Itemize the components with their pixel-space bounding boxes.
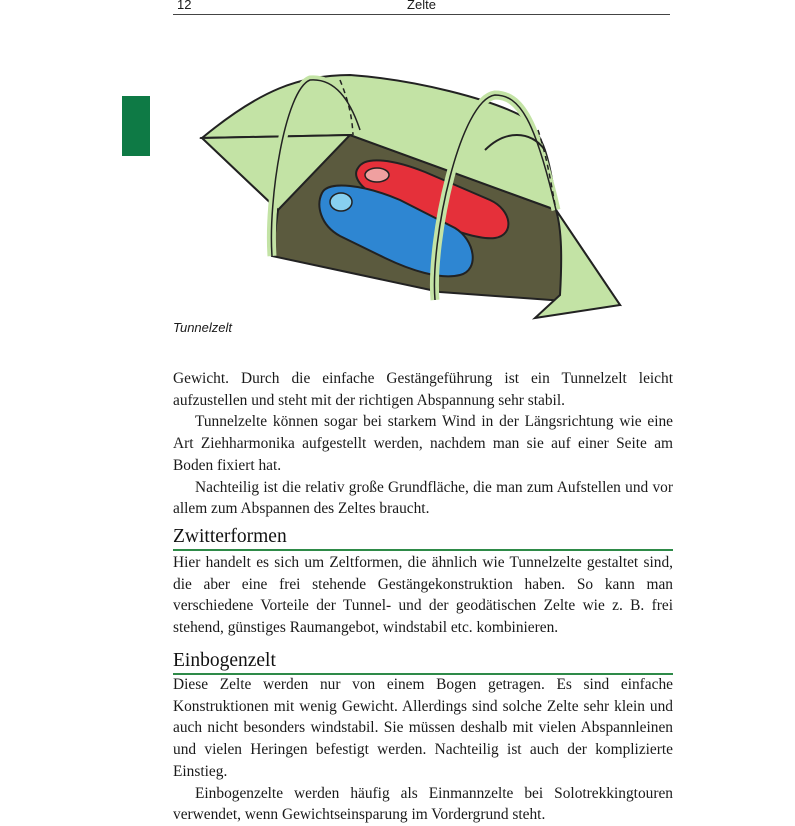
paragraph: Tunnelzelte können sogar bei starkem Wind in der Längsrichtung wie eine Art Ziehharmonika aufgestellt werden, nachdem man sie auf einer Seite am Boden fixiert hat.	[173, 413, 673, 474]
pillow-red	[365, 168, 389, 182]
paragraph: Nachteilig ist die relativ große Grundfläche, die man zum Aufstellen und vor allem zum Abspannen des Zeltes braucht.	[173, 478, 673, 518]
paragraph: Hier handelt es sich um Zeltformen, die ähnlich wie Tunnelzelte gestaltet sind, die aber eine frei stehende Gestängekonstruktion haben. So kann man verschiedene Vorteile der Tunnel- und der geodätischen Zelte wie z. B. frei stehend, günstiges Raumangebot, windstabil etc. kombinieren.	[173, 554, 673, 637]
section-heading-zwitterformen: Zwitterformen	[173, 526, 673, 551]
figure-caption: Tunnelzelt	[173, 320, 233, 335]
tunnel-tent-illustration	[190, 60, 630, 325]
section-heading-einbogenzelt: Einbogenzelt	[173, 650, 673, 675]
chapter-thumb-tab	[122, 96, 150, 156]
page-number: 12	[177, 0, 192, 12]
pillow-blue	[330, 193, 352, 211]
body-section-1	[173, 368, 673, 520]
running-title: Zelte	[407, 0, 436, 12]
body-section-3	[173, 674, 673, 826]
paragraph: Diese Zelte werden nur von einem Bogen getragen. Es sind einfache Konstruktionen mit wenig Gewicht. Allerdings sind solche Zelte sehr klein und auch nicht besonders windstabil. Sie müssen deshalb mit vielen Abspannleinen und vielen Heringen befestigt werden. Nachteilig ist auch der komplizierte Einstieg.	[173, 676, 673, 780]
paragraph: Einbogenzelte werden häufig als Einmannzelte bei Solotrekkingtouren verwendet, wenn Gewichtseinsparung im Vordergrund steht.	[173, 784, 673, 824]
running-header	[173, 0, 670, 15]
body-section-2	[173, 552, 673, 639]
paragraph: Gewicht. Durch die einfache Gestängeführung ist ein Tunnelzelt leicht aufzustellen und steht mit der richtigen Abspannung sehr stabil.	[173, 370, 673, 409]
